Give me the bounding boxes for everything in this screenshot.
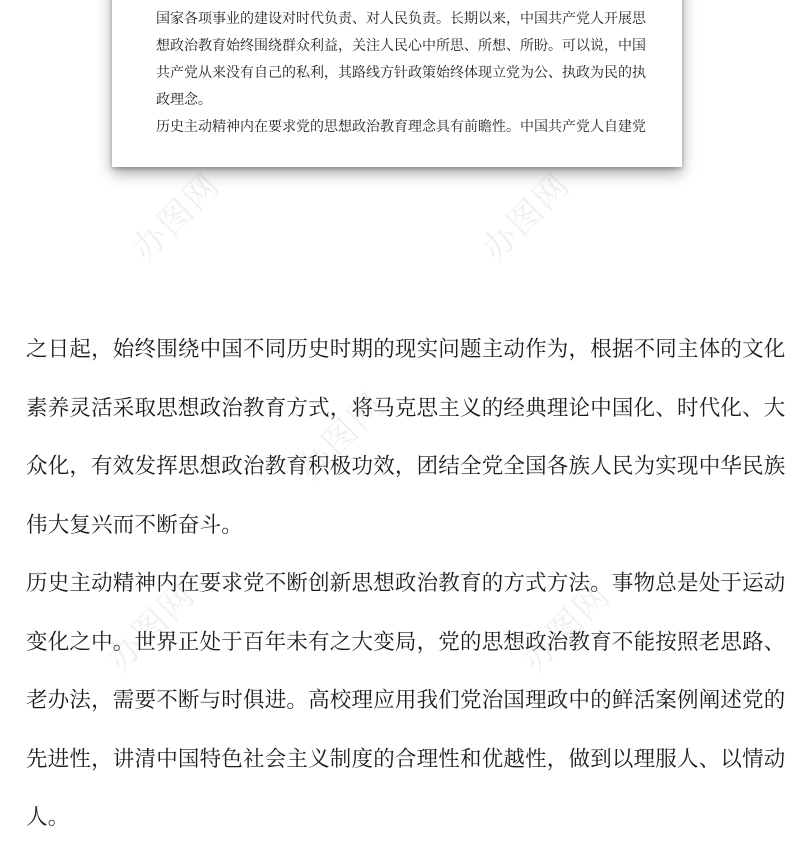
document-body [26, 321, 786, 848]
preview-text [156, 6, 656, 141]
watermark: 办图网 [99, 574, 204, 680]
body-line: 老办法，需要不断与时俱进。高校理应用我们党治国理政中的鲜活案例阐述党的 [26, 688, 786, 713]
document-preview-card [112, 0, 682, 167]
watermark: 办图网 [474, 164, 579, 270]
body-line: 之日起，始终围绕中国不同历史时期的现实问题主动作为，根据不同主体的文化 [26, 337, 786, 362]
body-line: 变化之中。世界正处于百年未有之大变局，党的思想政治教育不能按照老思路、 [26, 629, 786, 655]
preview-line: 政理念。 [156, 92, 212, 108]
body-line: 历史主动精神内在要求党不断创新思想政治教育的方式方法。事物总是处于运动 [26, 571, 786, 596]
body-line: 先进性，讲清中国特色社会主义制度的合理性和优越性，做到以理服人、以情动 [26, 746, 786, 772]
watermark: 办图网 [514, 574, 619, 680]
preview-line: 想政治教育始终围绕群众利益，关注人民心中所思、所想、所盼。可以说，中国 [156, 38, 646, 54]
body-line: 众化，有效发挥思想政治教育积极功效，团结全党全国各族人民为实现中华民族 [26, 454, 786, 479]
body-line: 人。 [26, 805, 70, 830]
watermark: 办图网 [124, 164, 229, 270]
watermark: 办图网 [289, 384, 394, 490]
preview-line: 共产党从来没有自己的私利，其路线方针政策始终体现立党为公、执政为民的执 [156, 65, 646, 81]
body-line: 伟大复兴而不断奋斗。 [26, 512, 244, 538]
preview-line: 国家各项事业的建设对时代负责、对人民负责。长期以来，中国共产党人开展思 [156, 11, 646, 27]
body-line: 素养灵活采取思想政治教育方式，将马克思主义的经典理论中国化、时代化、大 [26, 395, 786, 421]
preview-line: 历史主动精神内在要求党的思想政治教育理念具有前瞻性。中国共产党人自建党 [156, 119, 646, 135]
